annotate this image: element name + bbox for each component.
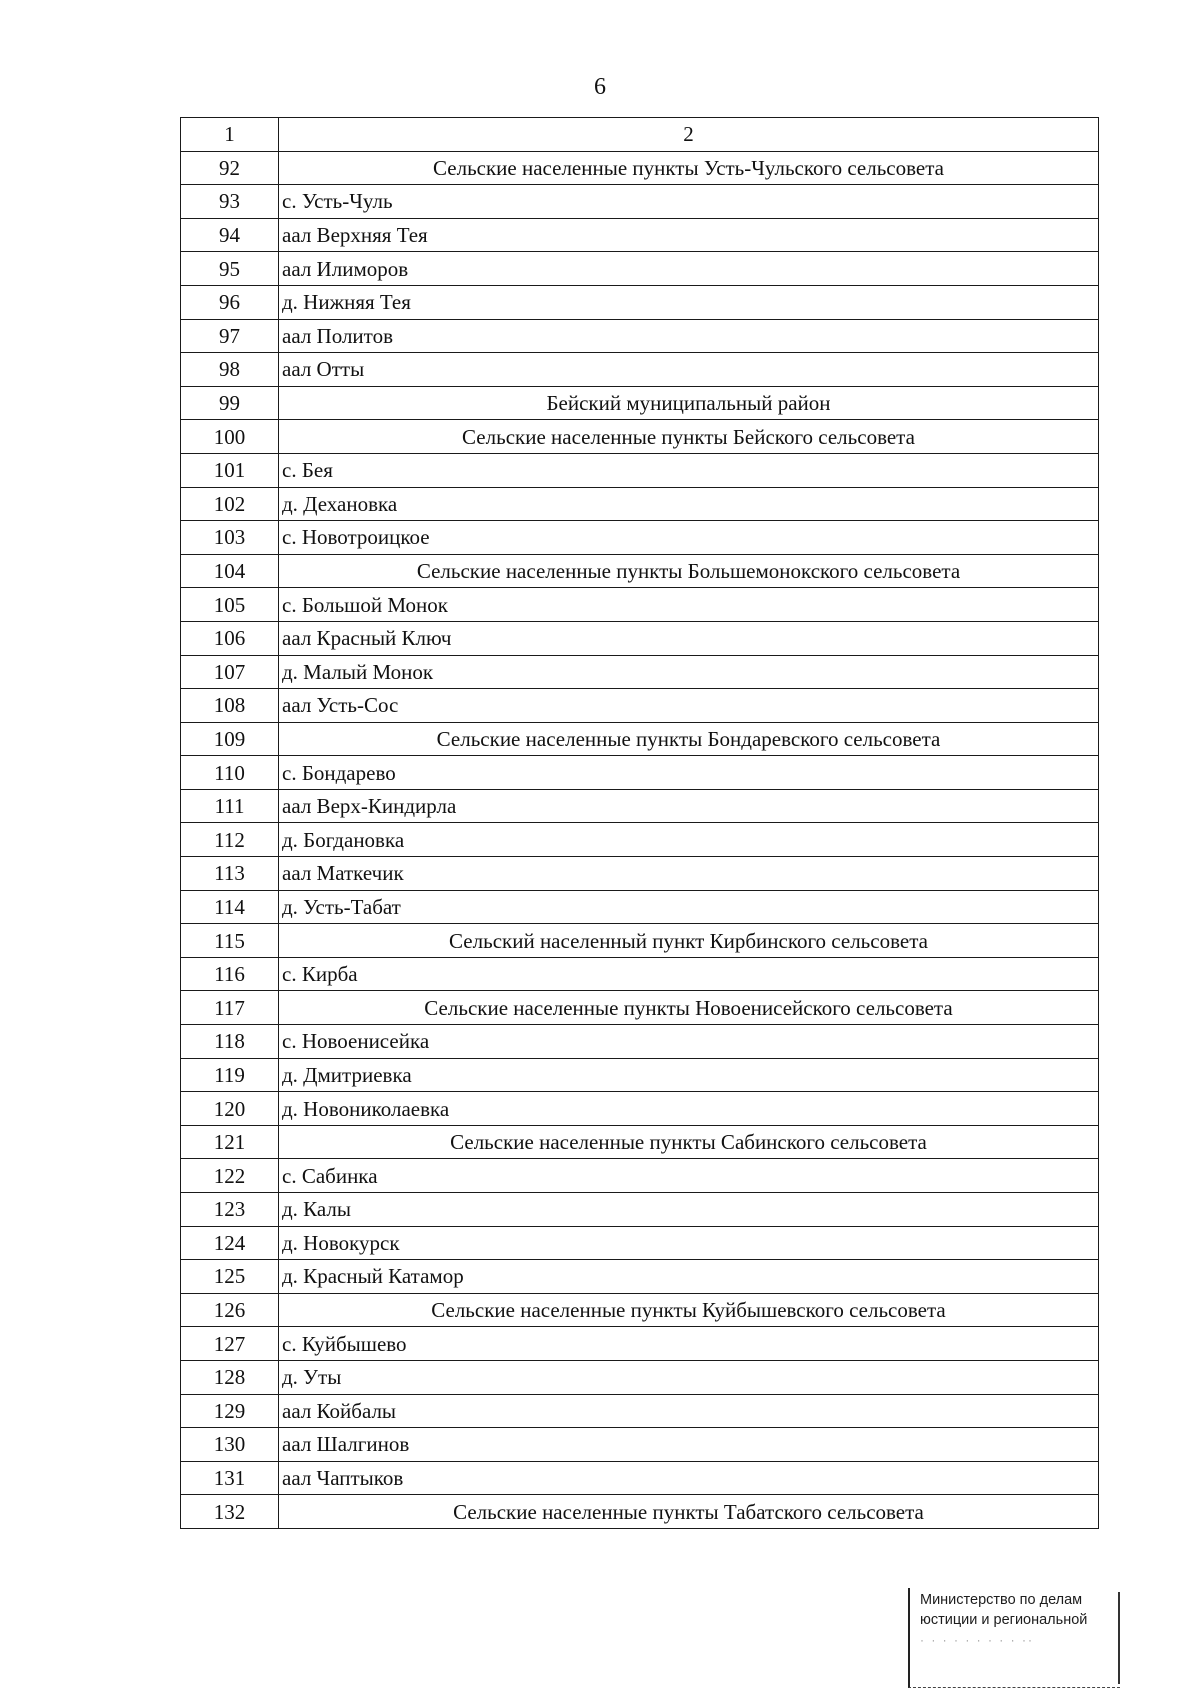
table-row <box>181 554 1099 588</box>
table-header-row <box>181 118 1099 152</box>
table-row <box>181 588 1099 622</box>
row-number-cell: 113 <box>181 857 279 891</box>
section-heading-cell: Сельские населенные пункты Табатского сельсовета <box>279 1495 1099 1529</box>
table-row <box>181 823 1099 857</box>
settlement-name-cell: аал Чаптыков <box>279 1461 1099 1495</box>
row-number-cell: 106 <box>181 621 279 655</box>
table-row <box>181 453 1099 487</box>
section-heading-cell: Сельские населенные пункты Сабинского сельсовета <box>279 1125 1099 1159</box>
settlement-name-cell: аал Шалгинов <box>279 1428 1099 1462</box>
row-number-cell: 110 <box>181 756 279 790</box>
table-row <box>181 521 1099 555</box>
row-number-cell: 99 <box>181 386 279 420</box>
table-row <box>181 319 1099 353</box>
settlement-name-cell: д. Усть-Табат <box>279 890 1099 924</box>
table-row <box>181 487 1099 521</box>
table-row <box>181 890 1099 924</box>
row-number-cell: 96 <box>181 285 279 319</box>
row-number-cell: 111 <box>181 789 279 823</box>
row-number-cell: 108 <box>181 689 279 723</box>
settlement-name-cell: аал Отты <box>279 353 1099 387</box>
row-number-cell: 93 <box>181 185 279 219</box>
header-name-cell: 2 <box>279 118 1099 152</box>
row-number-cell: 127 <box>181 1327 279 1361</box>
row-number-cell: 115 <box>181 924 279 958</box>
table-row <box>181 789 1099 823</box>
settlement-name-cell: с. Сабинка <box>279 1159 1099 1193</box>
row-number-cell: 114 <box>181 890 279 924</box>
table-row <box>181 252 1099 286</box>
table-row <box>181 1159 1099 1193</box>
settlement-name-cell: с. Новоенисейка <box>279 1025 1099 1059</box>
settlement-name-cell: аал Политов <box>279 319 1099 353</box>
table-row <box>181 386 1099 420</box>
row-number-cell: 101 <box>181 453 279 487</box>
table-row <box>181 621 1099 655</box>
table-row <box>181 420 1099 454</box>
row-number-cell: 107 <box>181 655 279 689</box>
table-row <box>181 1260 1099 1294</box>
settlement-name-cell: д. Нижняя Тея <box>279 285 1099 319</box>
settlement-name-cell: д. Калы <box>279 1193 1099 1227</box>
row-number-cell: 129 <box>181 1394 279 1428</box>
row-number-cell: 121 <box>181 1125 279 1159</box>
row-number-cell: 130 <box>181 1428 279 1462</box>
table-row <box>181 722 1099 756</box>
table-row <box>181 285 1099 319</box>
row-number-cell: 97 <box>181 319 279 353</box>
row-number-cell: 131 <box>181 1461 279 1495</box>
settlement-name-cell: аал Красный Ключ <box>279 621 1099 655</box>
settlements-table-container <box>180 117 1098 1529</box>
settlement-name-cell: д. Уты <box>279 1360 1099 1394</box>
row-number-cell: 122 <box>181 1159 279 1193</box>
settlement-name-cell: аал Верх-Киндирла <box>279 789 1099 823</box>
row-number-cell: 100 <box>181 420 279 454</box>
settlement-name-cell: д. Новокурск <box>279 1226 1099 1260</box>
table-row <box>181 1461 1099 1495</box>
table-row <box>181 655 1099 689</box>
settlement-name-cell: д. Богдановка <box>279 823 1099 857</box>
row-number-cell: 94 <box>181 218 279 252</box>
table-row <box>181 756 1099 790</box>
row-number-cell: 103 <box>181 521 279 555</box>
settlement-name-cell: с. Бондарево <box>279 756 1099 790</box>
table-row <box>181 924 1099 958</box>
stamp-line-3: · · · · · · · · · ·· <box>920 1633 1034 1647</box>
table-row <box>181 689 1099 723</box>
section-heading-cell: Сельские населенные пункты Бейского сельсовета <box>279 420 1099 454</box>
section-heading-cell: Сельские населенные пункты Большемонокского сельсовета <box>279 554 1099 588</box>
row-number-cell: 118 <box>181 1025 279 1059</box>
settlement-name-cell: с. Новотроицкое <box>279 521 1099 555</box>
row-number-cell: 116 <box>181 957 279 991</box>
row-number-cell: 117 <box>181 991 279 1025</box>
table-body <box>181 151 1099 1528</box>
row-number-cell: 102 <box>181 487 279 521</box>
table-row <box>181 1025 1099 1059</box>
table-row <box>181 1193 1099 1227</box>
section-heading-cell: Сельский населенный пункт Кирбинского сельсовета <box>279 924 1099 958</box>
settlement-name-cell: аал Усть-Сос <box>279 689 1099 723</box>
row-number-cell: 98 <box>181 353 279 387</box>
table-row <box>181 1495 1099 1529</box>
row-number-cell: 124 <box>181 1226 279 1260</box>
row-number-cell: 92 <box>181 151 279 185</box>
table-row <box>181 1293 1099 1327</box>
settlement-name-cell: д. Новониколаевка <box>279 1092 1099 1126</box>
settlement-name-cell: с. Кирба <box>279 957 1099 991</box>
row-number-cell: 125 <box>181 1260 279 1294</box>
table-row <box>181 1394 1099 1428</box>
table-row <box>181 991 1099 1025</box>
row-number-cell: 112 <box>181 823 279 857</box>
row-number-cell: 95 <box>181 252 279 286</box>
settlement-name-cell: д. Малый Монок <box>279 655 1099 689</box>
section-heading-cell: Сельские населенные пункты Куйбышевского сельсовета <box>279 1293 1099 1327</box>
table-row <box>181 1125 1099 1159</box>
settlement-name-cell: с. Куйбышево <box>279 1327 1099 1361</box>
section-heading-cell: Сельские населенные пункты Бондаревского сельсовета <box>279 722 1099 756</box>
table-row <box>181 151 1099 185</box>
table-row <box>181 353 1099 387</box>
stamp-line-2: юстиции и региональной <box>920 1612 1088 1628</box>
section-heading-cell: Сельские населенные пункты Новоенисейского сельсовета <box>279 991 1099 1025</box>
table-row <box>181 1428 1099 1462</box>
registration-stamp <box>908 1588 1120 1688</box>
settlement-name-cell: с. Усть-Чуль <box>279 185 1099 219</box>
table-row <box>181 1226 1099 1260</box>
table-row <box>181 857 1099 891</box>
stamp-border-mark <box>1118 1592 1120 1684</box>
settlement-name-cell: д. Красный Катамор <box>279 1260 1099 1294</box>
row-number-cell: 132 <box>181 1495 279 1529</box>
settlement-name-cell: д. Дмитриевка <box>279 1058 1099 1092</box>
settlement-name-cell: аал Маткечик <box>279 857 1099 891</box>
stamp-line-1: Министерство по делам <box>920 1592 1083 1608</box>
row-number-cell: 104 <box>181 554 279 588</box>
table-row <box>181 957 1099 991</box>
table-row <box>181 1058 1099 1092</box>
header-number-cell: 1 <box>181 118 279 152</box>
settlement-name-cell: д. Дехановка <box>279 487 1099 521</box>
row-number-cell: 119 <box>181 1058 279 1092</box>
settlements-table <box>180 117 1099 1529</box>
table-row <box>181 218 1099 252</box>
settlement-name-cell: аал Верхняя Тея <box>279 218 1099 252</box>
row-number-cell: 123 <box>181 1193 279 1227</box>
row-number-cell: 105 <box>181 588 279 622</box>
row-number-cell: 126 <box>181 1293 279 1327</box>
settlement-name-cell: с. Бея <box>279 453 1099 487</box>
row-number-cell: 128 <box>181 1360 279 1394</box>
section-heading-cell: Сельские населенные пункты Усть-Чульского сельсовета <box>279 151 1099 185</box>
table-row <box>181 1327 1099 1361</box>
page-number: 6 <box>594 74 606 100</box>
settlement-name-cell: аал Илиморов <box>279 252 1099 286</box>
section-heading-cell: Бейский муниципальный район <box>279 386 1099 420</box>
table-row <box>181 1360 1099 1394</box>
table-row <box>181 1092 1099 1126</box>
settlement-name-cell: аал Койбалы <box>279 1394 1099 1428</box>
row-number-cell: 109 <box>181 722 279 756</box>
row-number-cell: 120 <box>181 1092 279 1126</box>
settlement-name-cell: с. Большой Монок <box>279 588 1099 622</box>
table-row <box>181 185 1099 219</box>
